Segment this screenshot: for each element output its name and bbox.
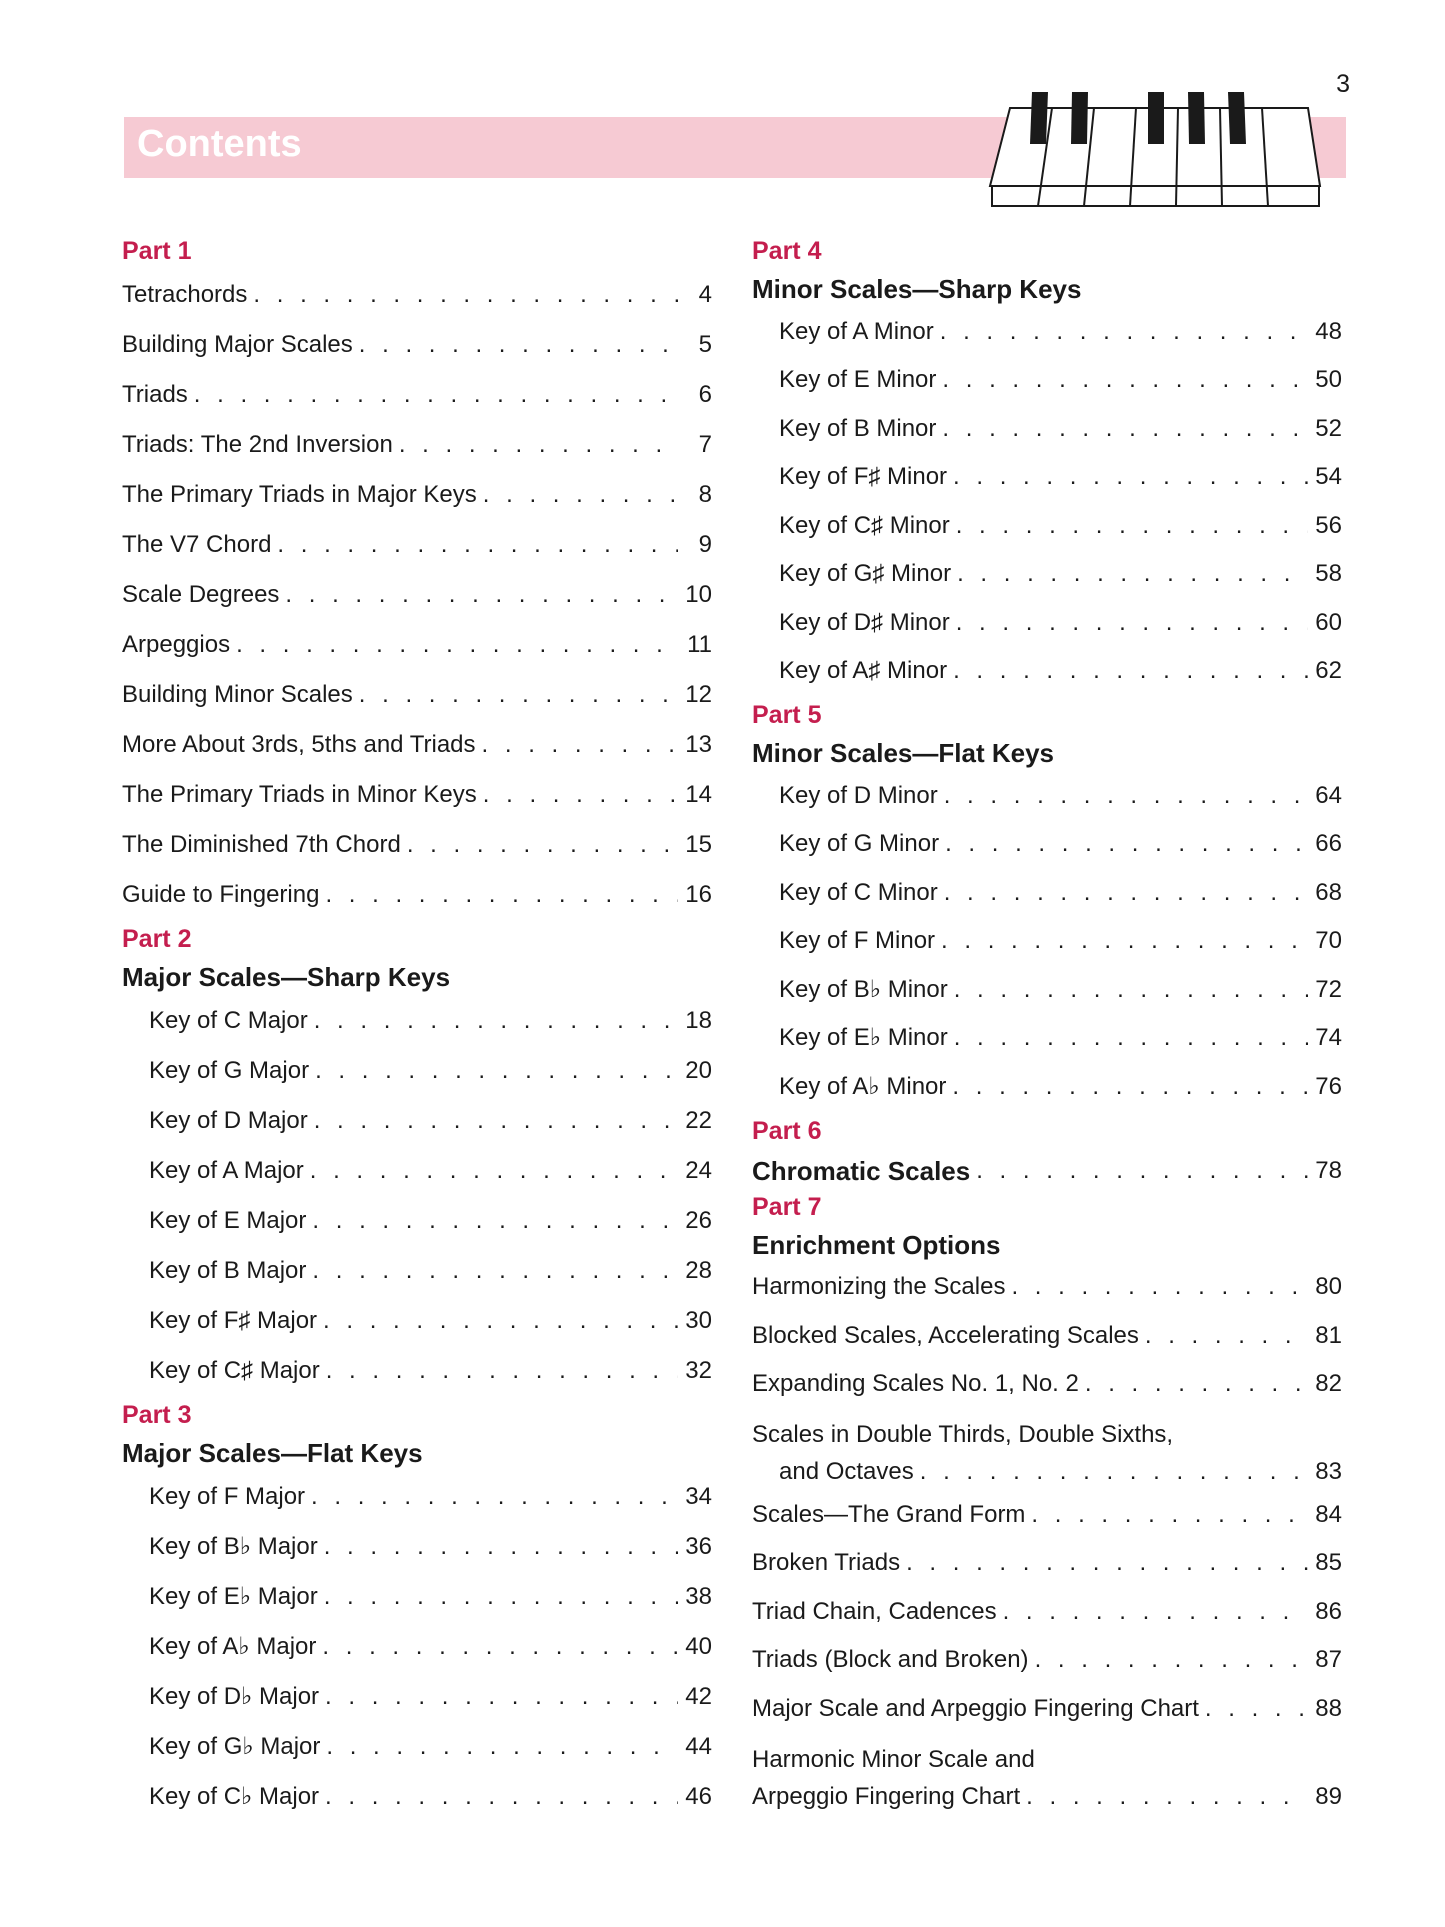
toc-entry[interactable] <box>122 320 712 370</box>
toc-page-number: 10 <box>685 581 712 608</box>
dot-leader <box>359 330 678 360</box>
toc-entry[interactable] <box>122 670 712 720</box>
toc-entry-text: Key of F Major <box>149 1483 306 1510</box>
toc-page-number: 82 <box>1315 1370 1342 1397</box>
dot-leader <box>976 1156 1308 1186</box>
toc-page-number: 85 <box>1315 1549 1342 1576</box>
toc-page-number: 58 <box>1315 560 1342 587</box>
toc-page-number: 34 <box>685 1483 712 1510</box>
toc-entry-text: Chromatic Scales <box>752 1155 971 1186</box>
toc-entry[interactable] <box>122 1346 712 1396</box>
toc-page-number: 36 <box>685 1533 712 1560</box>
dot-leader <box>325 1682 678 1712</box>
toc-entry-text: Key of G♭ Major <box>149 1733 321 1760</box>
dot-leader <box>906 1548 1308 1578</box>
toc-entry[interactable] <box>122 1046 712 1096</box>
dot-leader <box>954 975 1308 1005</box>
part-heading: Part 2 <box>122 925 192 953</box>
toc-entry[interactable] <box>752 1540 1342 1589</box>
toc-entry-text: Scale Degrees <box>122 581 280 608</box>
dot-leader <box>325 1782 678 1812</box>
toc-page-number: 81 <box>1315 1321 1342 1349</box>
toc-page-number: 42 <box>685 1683 712 1710</box>
toc-entry-text: Key of G Minor <box>779 830 940 857</box>
toc-entry[interactable] <box>122 570 712 620</box>
toc-page-number: 28 <box>685 1257 712 1284</box>
toc-entry[interactable] <box>752 1264 1342 1313</box>
toc-entry[interactable] <box>752 869 1342 918</box>
toc-page-number: 26 <box>685 1207 712 1234</box>
toc-entry[interactable] <box>122 1096 712 1146</box>
dot-leader <box>323 1306 678 1336</box>
toc-page-number: 40 <box>685 1633 712 1660</box>
toc-page-number: 50 <box>1315 366 1342 393</box>
dot-leader <box>325 880 678 910</box>
toc-entry-text: Key of C♯ Minor <box>779 511 950 539</box>
toc-page-number: 46 <box>685 1783 712 1810</box>
toc-page-number: 84 <box>1315 1500 1342 1528</box>
toc-page-number: 60 <box>1315 608 1342 636</box>
dot-leader <box>322 1632 678 1662</box>
toc-entry[interactable] <box>752 357 1342 406</box>
page-title: Contents <box>137 123 302 165</box>
toc-entry[interactable] <box>122 620 712 670</box>
dot-leader <box>957 559 1308 589</box>
toc-entry[interactable] <box>752 308 1342 357</box>
toc-entry-text: Key of B Minor <box>779 414 937 442</box>
dot-leader <box>940 317 1308 347</box>
toc-entry[interactable] <box>122 1146 712 1196</box>
toc-entry-text: Guide to Fingering <box>122 881 320 908</box>
toc-entry[interactable] <box>122 1296 712 1346</box>
toc-page-number: 89 <box>1315 1782 1342 1810</box>
toc-page-number: 52 <box>1315 414 1342 442</box>
toc-page-number: 88 <box>1315 1694 1342 1722</box>
toc-entry-text: Key of D♭ Major <box>149 1683 320 1710</box>
toc-entry[interactable] <box>122 1772 712 1822</box>
toc-entry[interactable] <box>122 270 712 320</box>
toc-page-number: 4 <box>698 281 712 308</box>
toc-page-number: 72 <box>1315 975 1342 1003</box>
toc-page-number: 80 <box>1315 1273 1342 1300</box>
toc-entry[interactable] <box>752 1637 1342 1686</box>
toc-page-number: 22 <box>685 1107 712 1134</box>
toc-entry-text: Key of D Minor <box>779 781 938 809</box>
toc-page-number: 70 <box>1315 927 1342 954</box>
toc-entry[interactable] <box>122 770 712 820</box>
toc-entry-text: Key of E♭ Minor <box>779 1024 948 1051</box>
toc-entry-text: The Primary Triads in Major Keys <box>122 481 477 508</box>
toc-entry-row <box>752 1453 1342 1491</box>
toc-entry[interactable] <box>122 520 712 570</box>
toc-entry-text: Harmonizing the Scales <box>752 1273 1006 1300</box>
toc-entry[interactable] <box>752 1015 1342 1064</box>
dot-leader <box>253 280 678 310</box>
toc-entry-text: More About 3rds, 5ths and Triads <box>122 731 476 758</box>
toc-entry[interactable] <box>752 405 1342 454</box>
toc-entry-text: Arpeggios <box>122 631 231 658</box>
toc-entry-text: Triads <box>122 381 188 408</box>
toc-page-number: 64 <box>1315 781 1342 809</box>
toc-entry-text: Key of A♭ Minor <box>779 1072 947 1100</box>
toc-page-number: 87 <box>1315 1646 1342 1673</box>
toc-entry-text: Major Scale and Arpeggio Fingering Chart <box>752 1694 1199 1722</box>
dot-leader <box>944 878 1308 908</box>
toc-page-number: 44 <box>685 1733 712 1760</box>
dot-leader <box>956 608 1308 638</box>
toc-entry[interactable] <box>122 720 712 770</box>
part-heading: Part 4 <box>752 237 822 265</box>
toc-entry-text: Key of A♭ Major <box>149 1633 317 1660</box>
dot-leader <box>1145 1321 1308 1351</box>
dot-leader <box>1026 1782 1308 1812</box>
dot-leader <box>952 1072 1308 1102</box>
toc-entry-text: Key of B♭ Minor <box>779 975 948 1003</box>
dot-leader <box>359 680 678 710</box>
toc-page-number: 62 <box>1315 657 1342 684</box>
toc-entry-text: Key of B♭ Major <box>149 1533 318 1560</box>
dot-leader <box>920 1457 1308 1487</box>
toc-right-column <box>752 232 1342 1816</box>
toc-entry[interactable] <box>752 1312 1342 1361</box>
toc-page-number: 15 <box>685 831 712 858</box>
toc-page-number: 24 <box>685 1157 712 1184</box>
toc-entry[interactable] <box>122 1722 712 1772</box>
toc-page-number: 14 <box>685 781 712 808</box>
toc-page-number: 48 <box>1315 317 1342 345</box>
piano-keys-illustration <box>988 90 1328 210</box>
toc-entry[interactable] <box>122 870 712 920</box>
toc-entry-text: The Diminished 7th Chord <box>122 831 401 858</box>
dot-leader <box>407 830 678 860</box>
dot-leader <box>324 1582 678 1612</box>
section-title: Minor Scales—Sharp Keys <box>752 274 1082 304</box>
toc-page-number: 18 <box>685 1007 712 1034</box>
dot-leader <box>941 926 1308 956</box>
toc-page-number: 16 <box>685 881 712 908</box>
toc-entry[interactable] <box>122 370 712 420</box>
toc-entry-text: Key of E♭ Major <box>149 1583 318 1610</box>
part-heading: Part 1 <box>122 237 192 265</box>
toc-page-number: 68 <box>1315 878 1342 906</box>
dot-leader <box>1205 1694 1308 1724</box>
toc-entry-text: Key of A♯ Minor <box>779 657 948 684</box>
dot-leader <box>482 730 678 760</box>
toc-entry[interactable] <box>122 1196 712 1246</box>
toc-entry-text: Key of D Major <box>149 1107 308 1134</box>
toc-entry-first-line: Scales in Double Thirds, Double Sixths, <box>752 1421 1174 1448</box>
toc-page-number: 30 <box>685 1307 712 1334</box>
section-title: Enrichment Options <box>752 1229 1001 1260</box>
toc-entry[interactable] <box>122 420 712 470</box>
dot-leader <box>311 1482 678 1512</box>
dot-leader <box>315 1056 678 1086</box>
toc-left-column <box>122 232 712 1822</box>
dot-leader <box>1011 1272 1308 1302</box>
toc-page-number: 13 <box>685 731 712 758</box>
toc-entry[interactable] <box>122 1622 712 1672</box>
dot-leader <box>1085 1369 1308 1399</box>
dot-leader <box>399 430 678 460</box>
toc-entry-text: Expanding Scales No. 1, No. 2 <box>752 1370 1079 1397</box>
section-title: Minor Scales—Flat Keys <box>752 738 1054 768</box>
toc-entry-text: Key of D♯ Minor <box>779 608 950 636</box>
toc-entry[interactable] <box>752 821 1342 870</box>
toc-page-number: 32 <box>685 1357 712 1384</box>
toc-entry[interactable] <box>122 1572 712 1622</box>
dot-leader <box>942 414 1308 444</box>
toc-entry-text: Broken Triads <box>752 1549 901 1576</box>
toc-entry[interactable] <box>752 1588 1342 1637</box>
toc-entry-text: Key of B Major <box>149 1257 307 1284</box>
dot-leader <box>942 365 1308 395</box>
toc-entry-text: Building Major Scales <box>122 331 353 358</box>
toc-entry-text: Key of G♯ Minor <box>779 560 952 587</box>
dot-leader <box>944 781 1308 811</box>
dot-leader <box>1003 1597 1308 1627</box>
toc-entry[interactable] <box>122 1472 712 1522</box>
toc-entry-text: The V7 Chord <box>122 531 272 558</box>
toc-entry-text: Key of E Minor <box>779 366 937 393</box>
toc-entry-text: Key of A Minor <box>779 317 934 345</box>
toc-entry-text: Triads (Block and Broken) <box>752 1646 1029 1673</box>
toc-entry[interactable] <box>752 772 1342 821</box>
dot-leader <box>326 1356 678 1386</box>
dot-leader <box>310 1156 678 1186</box>
toc-entry-text: Key of A Major <box>149 1157 304 1184</box>
toc-entry[interactable] <box>122 820 712 870</box>
toc-entry[interactable] <box>752 648 1342 697</box>
toc-entry-text: Triad Chain, Cadences <box>752 1597 997 1625</box>
dot-leader <box>312 1256 678 1286</box>
toc-page-number: 86 <box>1315 1597 1342 1625</box>
toc-page-number: 78 <box>1315 1156 1342 1184</box>
toc-entry[interactable] <box>122 996 712 1046</box>
toc-entry[interactable] <box>122 1246 712 1296</box>
toc-entry[interactable] <box>752 1063 1342 1112</box>
toc-page-number: 74 <box>1315 1024 1342 1051</box>
dot-leader <box>953 462 1308 492</box>
dot-leader <box>945 829 1308 859</box>
toc-entry-first-line: Harmonic Minor Scale and <box>752 1745 1035 1773</box>
dot-leader <box>312 1206 678 1236</box>
toc-entry-text: Building Minor Scales <box>122 681 353 708</box>
toc-entry[interactable] <box>752 918 1342 967</box>
toc-page-number: 6 <box>698 381 712 408</box>
toc-page-number: 9 <box>698 531 712 558</box>
toc-entry-text: Key of G Major <box>149 1057 310 1084</box>
toc-entry-text: Triads: The 2nd Inversion <box>122 431 393 458</box>
toc-entry-multiline[interactable] <box>752 1734 1342 1816</box>
dot-leader <box>1031 1500 1308 1530</box>
toc-entry[interactable] <box>752 599 1342 648</box>
dot-leader <box>236 630 678 660</box>
dot-leader <box>483 480 678 510</box>
dot-leader <box>326 1732 678 1762</box>
toc-page-number: 11 <box>687 631 712 658</box>
toc-page-number: 20 <box>685 1057 712 1084</box>
dot-leader <box>324 1532 678 1562</box>
toc-page-number: 56 <box>1315 511 1342 539</box>
dot-leader <box>953 656 1308 686</box>
toc-entry-text: Key of C Minor <box>779 878 938 906</box>
dot-leader <box>314 1006 678 1036</box>
toc-entry-text: The Primary Triads in Minor Keys <box>122 781 477 808</box>
toc-entry[interactable] <box>122 470 712 520</box>
toc-page-number: 38 <box>685 1583 712 1610</box>
dot-leader <box>194 380 678 410</box>
toc-entry-text: Key of C♯ Major <box>149 1357 320 1384</box>
toc-entry[interactable] <box>752 1491 1342 1540</box>
part-heading: Part 6 <box>752 1116 822 1145</box>
toc-page-number: 83 <box>1315 1458 1342 1485</box>
toc-entry[interactable] <box>752 1150 1342 1188</box>
toc-page-number: 12 <box>685 681 712 708</box>
toc-entry[interactable] <box>122 1522 712 1572</box>
toc-entry-text: Key of E Major <box>149 1207 307 1234</box>
toc-entry-text: Tetrachords <box>122 281 248 308</box>
dot-leader <box>314 1106 678 1136</box>
toc-page-number: 54 <box>1315 463 1342 490</box>
section-title: Major Scales—Sharp Keys <box>122 962 451 992</box>
toc-page-number: 8 <box>698 481 712 508</box>
part-heading: Part 7 <box>752 1192 822 1221</box>
dot-leader <box>277 530 678 560</box>
dot-leader <box>956 511 1308 541</box>
toc-entry[interactable] <box>752 1685 1342 1734</box>
toc-entry-text: Scales—The Grand Form <box>752 1500 1026 1528</box>
toc-entry[interactable] <box>752 454 1342 503</box>
toc-entry[interactable] <box>752 551 1342 600</box>
toc-entry-text: Key of F♯ Minor <box>779 463 948 490</box>
toc-entry-text: Blocked Scales, Accelerating Scales <box>752 1321 1139 1349</box>
toc-entry-text: Key of F♯ Major <box>149 1307 318 1334</box>
dot-leader <box>483 780 678 810</box>
dot-leader <box>285 580 678 610</box>
toc-entry-text: Key of C♭ Major <box>149 1783 320 1810</box>
toc-entry[interactable] <box>752 966 1342 1015</box>
toc-page-number: 7 <box>698 431 712 458</box>
toc-entry-multiline[interactable] <box>752 1409 1342 1491</box>
toc-entry[interactable] <box>752 1361 1342 1410</box>
dot-leader <box>1035 1645 1308 1675</box>
part-heading: Part 3 <box>122 1401 192 1429</box>
toc-entry[interactable] <box>122 1672 712 1722</box>
toc-entry-row <box>752 1778 1342 1816</box>
toc-entry-text: and Octaves <box>779 1458 914 1485</box>
toc-entry-text: Key of F Minor <box>779 927 936 954</box>
section-title: Major Scales—Flat Keys <box>122 1438 423 1468</box>
toc-entry[interactable] <box>752 502 1342 551</box>
dot-leader <box>954 1023 1308 1053</box>
part-heading: Part 5 <box>752 701 822 729</box>
toc-page-number: 66 <box>1315 830 1342 857</box>
toc-page-number: 5 <box>698 331 712 358</box>
toc-entry-text: Arpeggio Fingering Chart <box>752 1782 1021 1810</box>
toc-entry-text: Key of C Major <box>149 1007 308 1034</box>
toc-page-number: 76 <box>1315 1072 1342 1100</box>
page-number: 3 <box>1336 70 1350 98</box>
